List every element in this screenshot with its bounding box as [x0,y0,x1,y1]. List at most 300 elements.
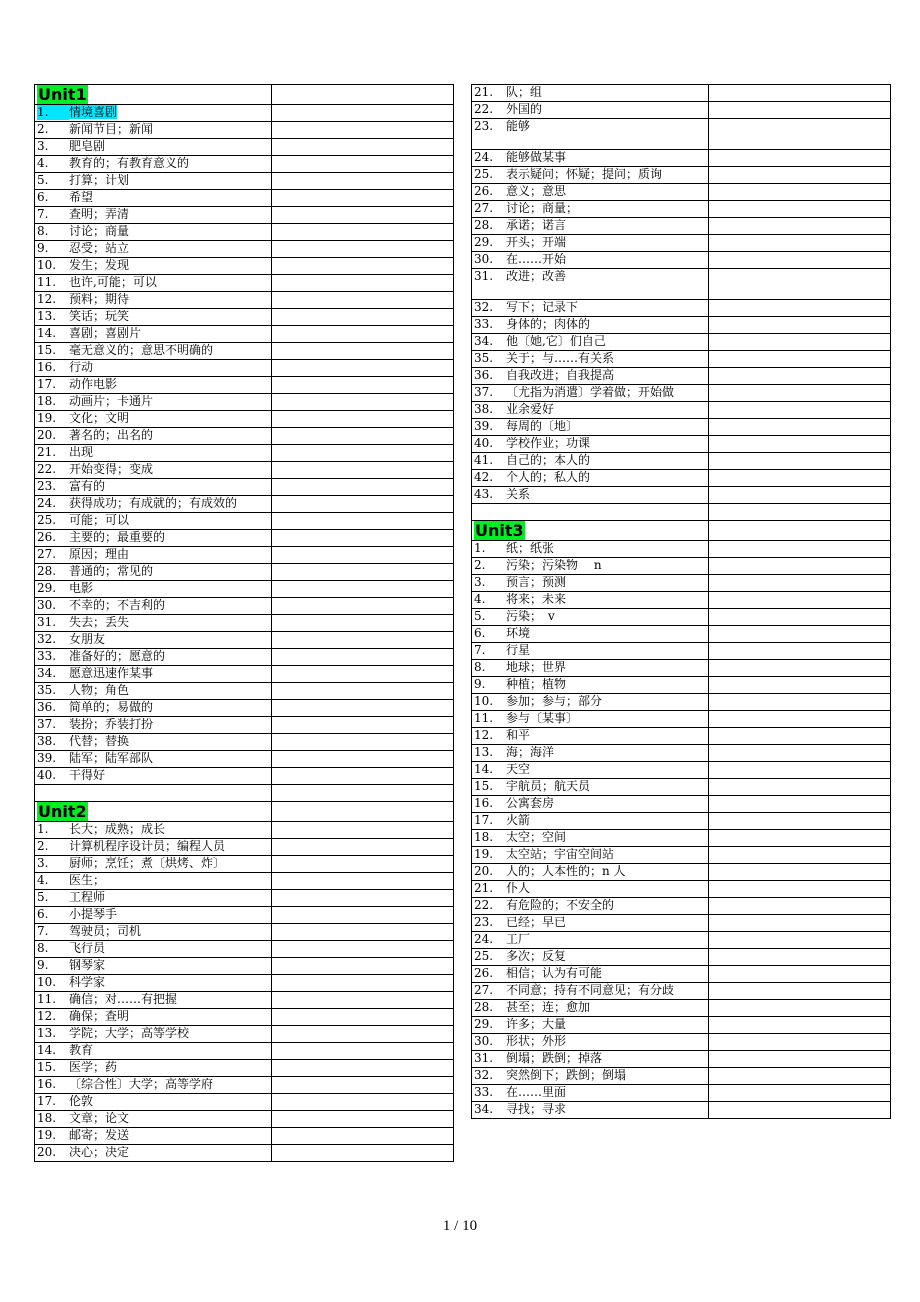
term-cell [472,201,709,218]
vocab-row [35,1128,454,1145]
chinese-meaning: 确信；对……有把握 [69,992,178,1006]
term-cell [35,1128,272,1145]
term-cell [472,643,709,660]
chinese-meaning: 教育的；有教育意义的 [69,156,190,170]
item-number: 2. [37,122,49,136]
item-number: 9. [474,677,486,691]
vocab-row [472,762,891,779]
term-cell [472,235,709,252]
answer-cell [272,1111,454,1128]
item-number: 15. [37,1060,57,1074]
term-cell [472,711,709,728]
chinese-meaning: 预言；预测 [506,575,567,589]
term-cell [35,839,272,856]
vocab-row [472,150,891,167]
item-number: 20. [37,1145,57,1159]
item-number: 35. [474,351,494,365]
item-number: 40. [37,768,57,782]
chinese-meaning: 出现 [69,445,94,459]
item-number: 33. [474,317,494,331]
vocab-row [472,385,891,402]
item-number: 1. [37,105,69,120]
vocab-row [472,402,891,419]
answer-cell [272,207,454,224]
item-number: 19. [474,847,494,861]
item-number: 25. [37,513,57,527]
answer-cell [709,558,891,575]
chinese-meaning: 污染； v [506,609,555,623]
item-number: 35. [37,683,57,697]
answer-cell [272,564,454,581]
chinese-meaning: 多次；反复 [506,949,567,963]
vocab-row [472,453,891,470]
chinese-meaning: 海；海洋 [506,745,555,759]
vocab-row [35,360,454,377]
answer-cell [709,1017,891,1034]
term-cell [35,258,272,275]
item-number: 12. [474,728,494,742]
unit-header-row [35,85,454,105]
term-cell [472,830,709,847]
item-number: 11. [37,275,57,289]
answer-cell [709,385,891,402]
term-cell [472,167,709,184]
item-number: 20. [37,428,57,442]
item-number: 16. [37,360,57,374]
vocab-row [472,932,891,949]
chinese-meaning: 代替；替换 [69,734,130,748]
term-cell [35,1145,272,1162]
item-number: 33. [37,649,57,663]
vocab-row [472,949,891,966]
item-number: 22. [474,102,494,116]
vocab-row [472,711,891,728]
vocab-row [35,717,454,734]
answer-cell [709,813,891,830]
vocab-row [35,292,454,309]
chinese-meaning: 参加；参与；部分 [506,694,603,708]
item-number: 39. [37,751,57,765]
answer-cell [709,932,891,949]
item-number: 39. [474,419,494,433]
unit-title: Unit1 [38,85,87,104]
item-number: 7. [37,924,49,938]
chinese-meaning: 预料；期待 [69,292,130,306]
item-number: 9. [37,241,49,255]
item-number: 13. [37,1026,57,1040]
vocab-row [35,547,454,564]
term-cell [472,966,709,983]
answer-cell [709,368,891,385]
blank-cell [472,504,709,521]
unit-header-row [472,521,891,541]
vocab-row [472,847,891,864]
vocab-row [35,309,454,326]
answer-cell [272,479,454,496]
chinese-meaning: 太空；空间 [506,830,567,844]
answer-cell [272,173,454,190]
vocab-row [472,1068,891,1085]
answer-cell [272,360,454,377]
term-cell [472,252,709,269]
vocab-row [35,513,454,530]
vocab-row [472,334,891,351]
term-cell [35,139,272,156]
term-cell [35,907,272,924]
item-number: 11. [37,992,57,1006]
term-cell [35,941,272,958]
answer-cell [272,907,454,924]
chinese-meaning: 参与〔某事〕 [506,711,579,725]
answer-cell [709,184,891,201]
item-number: 41. [474,453,494,467]
chinese-meaning: 行星 [506,643,531,657]
answer-cell [709,847,891,864]
item-number: 32. [474,300,494,314]
right-vocab-column [471,84,891,1119]
item-number: 4. [474,592,486,606]
term-cell [472,1000,709,1017]
item-number: 26. [37,530,57,544]
term-cell [35,309,272,326]
chinese-meaning: 医学；药 [69,1060,118,1074]
vocab-row [35,241,454,258]
item-number: 27. [474,983,494,997]
vocab-row [35,1026,454,1043]
answer-cell [272,122,454,139]
vocab-row [35,1060,454,1077]
vocab-row [472,898,891,915]
term-cell [35,975,272,992]
term-cell [35,547,272,564]
item-number: 3. [474,575,486,589]
unit-title: Unit3 [475,521,524,540]
chinese-meaning: 笑话；玩笑 [69,309,130,323]
vocab-row [472,184,891,201]
answer-cell [709,609,891,626]
term-cell [472,779,709,796]
chinese-meaning: 学校作业；功课 [506,436,591,450]
term-cell [472,762,709,779]
item-number: 20. [474,864,494,878]
answer-cell [709,167,891,184]
term-cell [472,745,709,762]
term-cell [472,847,709,864]
item-number: 25. [474,949,494,963]
item-number: 10. [474,694,494,708]
item-number: 5. [37,173,49,187]
chinese-meaning: 决心；决定 [69,1145,130,1159]
item-number: 13. [474,745,494,759]
vocab-row [35,139,454,156]
answer-cell [709,1000,891,1017]
vocab-row [472,436,891,453]
vocab-row [472,864,891,881]
answer-cell [272,377,454,394]
term-cell [472,541,709,558]
term-cell [35,649,272,666]
term-cell [472,402,709,419]
term-cell [35,700,272,717]
term-cell [35,873,272,890]
answer-cell [272,1077,454,1094]
item-number: 5. [474,609,486,623]
answer-cell [272,856,454,873]
term-cell [472,1034,709,1051]
term-cell [472,351,709,368]
answer-cell [272,1145,454,1162]
chinese-meaning: 工厂 [506,932,531,946]
answer-cell [709,1068,891,1085]
vocab-row [472,575,891,592]
term-cell [35,445,272,462]
vocab-row [472,915,891,932]
chinese-meaning: 环境 [506,626,531,640]
term-cell [35,615,272,632]
chinese-meaning: 长大；成熟；成长 [69,822,166,836]
chinese-meaning: 干得好 [69,768,106,782]
chinese-meaning: 打算；计划 [69,173,130,187]
chinese-meaning: 教育 [69,1043,94,1057]
blank-row [35,785,454,802]
term-cell [472,1085,709,1102]
term-cell [472,385,709,402]
answer-cell [709,453,891,470]
term-cell [35,377,272,394]
vocab-row [472,779,891,796]
term-cell [35,581,272,598]
answer-cell [272,890,454,907]
vocab-row [35,1009,454,1026]
answer-cell [709,201,891,218]
vocab-row [472,368,891,385]
chinese-meaning: 个人的；私人的 [506,470,591,484]
item-number: 27. [37,547,57,561]
vocab-row [35,207,454,224]
answer-cell [709,864,891,881]
item-number: 40. [474,436,494,450]
chinese-meaning: 开头；开端 [506,235,567,249]
vocab-row [472,1034,891,1051]
item-number: 32. [474,1068,494,1082]
answer-cell [709,1051,891,1068]
blank-row [472,504,891,521]
item-number: 27. [474,201,494,215]
term-cell [35,173,272,190]
answer-cell [709,575,891,592]
item-number: 29. [37,581,57,595]
answer-cell [709,521,891,541]
term-cell [472,218,709,235]
term-cell [472,1051,709,1068]
vocab-row [35,890,454,907]
chinese-meaning: 邮寄；发送 [69,1128,130,1142]
vocab-row [472,1085,891,1102]
chinese-meaning: 和平 [506,728,531,742]
left-vocab-table [34,84,454,1162]
chinese-meaning: 富有的 [69,479,106,493]
term-cell [35,462,272,479]
term-cell [35,105,272,122]
chinese-meaning: 动画片；卡通片 [69,394,154,408]
vocab-row [35,975,454,992]
chinese-meaning: 女朋友 [69,632,106,646]
answer-cell [709,949,891,966]
chinese-meaning: 改进；改善 [506,269,567,283]
term-cell [472,813,709,830]
chinese-meaning: 自己的；本人的 [506,453,591,467]
chinese-meaning: 人物；角色 [69,683,130,697]
chinese-meaning: 原因；理由 [69,547,130,561]
answer-cell [709,85,891,102]
answer-cell [709,745,891,762]
answer-cell [272,975,454,992]
vocab-row [472,1000,891,1017]
vocab-row [35,632,454,649]
term-cell [35,513,272,530]
answer-cell [709,402,891,419]
chinese-meaning: 确保；查明 [69,1009,130,1023]
term-cell [35,768,272,785]
chinese-meaning: 将来；未来 [506,592,567,606]
unit-header-row [35,802,454,822]
item-number: 2. [474,558,486,572]
item-number: 6. [37,190,49,204]
answer-cell [272,649,454,666]
chinese-meaning: 文化；文明 [69,411,130,425]
answer-cell [272,530,454,547]
answer-cell [709,351,891,368]
answer-cell [709,592,891,609]
chinese-meaning: 著名的；出名的 [69,428,154,442]
vocab-row [35,156,454,173]
answer-cell [272,445,454,462]
term-cell [472,317,709,334]
vocab-row [472,252,891,269]
answer-cell [272,615,454,632]
chinese-meaning: 相信；认为有可能 [506,966,603,980]
term-cell [35,122,272,139]
item-number: 3. [37,856,49,870]
chinese-meaning: 污染；污染物 n [506,558,602,572]
item-number: 7. [37,207,49,221]
item-number: 38. [474,402,494,416]
vocab-row [35,1077,454,1094]
item-number: 14. [37,326,57,340]
vocab-row [35,856,454,873]
chinese-meaning: 关于；与……有关系 [506,351,615,365]
vocab-row [472,694,891,711]
answer-cell [272,734,454,751]
chinese-meaning: 驾驶员；司机 [69,924,142,938]
vocab-row [35,700,454,717]
term-cell [35,326,272,343]
chinese-meaning: 表示疑问；怀疑；提问；质询 [506,167,663,181]
item-number: 29. [474,1017,494,1031]
vocab-row [472,167,891,184]
answer-cell [709,1085,891,1102]
answer-cell [272,785,454,802]
answer-cell [272,768,454,785]
answer-cell [709,218,891,235]
term-cell [472,881,709,898]
vocab-row [472,300,891,317]
vocab-row [472,351,891,368]
chinese-meaning: 关系 [506,487,531,501]
chinese-meaning: 厨师；烹饪；煮〔烘烤、炸〕 [69,856,226,870]
term-cell [472,915,709,932]
answer-cell [272,683,454,700]
term-cell [35,496,272,513]
term-cell [35,666,272,683]
unit-heading-cell [35,802,272,822]
term-cell [35,275,272,292]
chinese-meaning: 已经；早已 [506,915,567,929]
chinese-meaning: 新闻节目；新闻 [69,122,154,136]
term-cell [472,694,709,711]
item-number: 37. [474,385,494,399]
answer-cell [272,1094,454,1111]
chinese-meaning: 突然倒下；跌倒；倒塌 [506,1068,627,1082]
vocab-row [472,102,891,119]
answer-cell [272,547,454,564]
chinese-meaning: 文章；论文 [69,1111,130,1125]
answer-cell [709,898,891,915]
chinese-meaning: 业余爱好 [506,402,555,416]
term-cell [35,207,272,224]
chinese-meaning: 〔综合性〕大学；高等学府 [69,1077,214,1091]
vocab-row [35,190,454,207]
chinese-meaning: 医生； [69,873,106,887]
term-cell [472,949,709,966]
term-cell [472,470,709,487]
answer-cell [709,966,891,983]
term-cell [35,241,272,258]
chinese-meaning: 太空站；宇宙空间站 [506,847,615,861]
vocab-row [35,581,454,598]
item-number: 12. [37,292,57,306]
term-cell [35,751,272,768]
chinese-meaning: 希望 [69,190,94,204]
vocab-row [35,941,454,958]
left-vocab-column [34,84,454,1162]
item-number: 34. [474,1102,494,1116]
chinese-meaning: 愿意迅速作某事 [69,666,154,680]
term-cell [472,983,709,1000]
answer-cell [272,513,454,530]
item-number: 14. [37,1043,57,1057]
vocab-row [35,1094,454,1111]
answer-cell [709,915,891,932]
chinese-meaning: 讨论；商量 [69,224,130,238]
vocab-row [35,326,454,343]
chinese-meaning: 装扮；乔装打扮 [69,717,154,731]
term-cell [35,343,272,360]
vocab-row [472,643,891,660]
chinese-meaning: 火箭 [506,813,531,827]
term-cell [35,958,272,975]
vocab-row [35,411,454,428]
answer-cell [272,411,454,428]
right-vocab-table [471,84,891,1119]
answer-cell [272,992,454,1009]
vocab-row [472,419,891,436]
answer-cell [272,292,454,309]
chinese-meaning: 行动 [69,360,94,374]
chinese-meaning: 寻找；寻求 [506,1102,567,1116]
item-number: 30. [474,1034,494,1048]
answer-cell [272,224,454,241]
